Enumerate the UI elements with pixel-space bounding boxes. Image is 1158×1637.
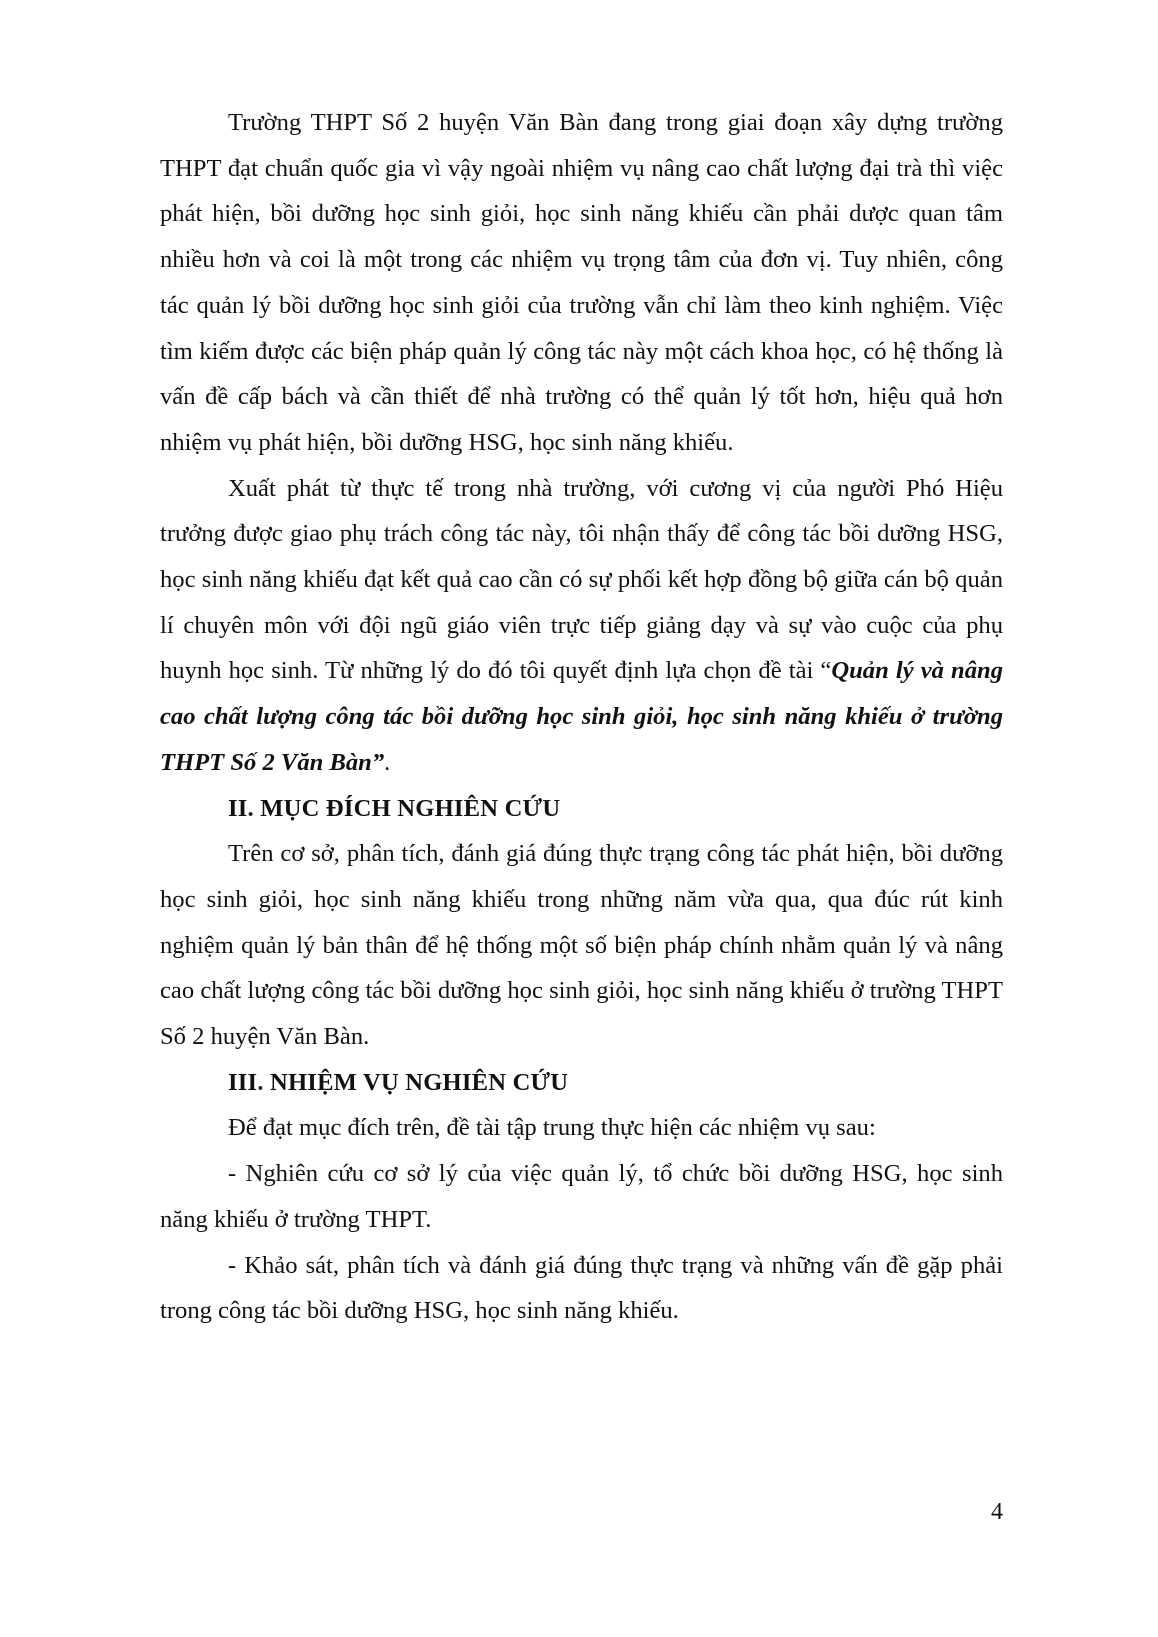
topic-title: Quản lý và nâng cao chất lượng công tác bồi dưỡng học sinh giỏi, học sinh năng khiếu ở trường THPT Số 2 Văn Bàn”: [160, 657, 1003, 776]
page-number: 4: [991, 1499, 1003, 1525]
task-item: - Khảo sát, phân tích và đánh giá đúng thực trạng và những vấn đề gặp phải trong công tác bồi dưỡng HSG, học sinh năng khiếu.: [160, 1251, 1003, 1325]
rationale-text: Xuất phát từ thực tế trong nhà trường, với cương vị của người Phó Hiệu trưởng được giao phụ trách công tác này, tôi nhận thấy để công tác bồi dưỡng HSG, học sinh năng khiếu đạt kết quả cao cần có sự phối kết hợp đồng bộ giữa cán bộ quản lí chuyên môn với đội ngũ giáo viên trực tiếp giảng dạy và sự vào cuộc của phụ huynh học sinh. Từ những lý do đó tôi quyết định lựa chọn đề tài “: [160, 474, 1003, 685]
intro-paragraph: Trường THPT Số 2 huyện Văn Bàn đang trong giai đoạn xây dựng trường THPT đạt chuẩn quốc gia vì vậy ngoài nhiệm vụ nâng cao chất lượng đại trà thì việc phát hiện, bồi dưỡng học sinh giỏi, học sinh năng khiếu cần phải dược quan tâm nhiều hơn và coi là một trong các nhiệm vụ trọng tâm của đơn vị. Tuy nhiên, công tác quản lý bồi dưỡng học sinh giỏi của trường vẫn chỉ làm theo kinh nghiệm. Việc tìm kiếm được các biện pháp quản lý công tác này một cách khoa học, có hệ thống là vấn đề cấp bách và cần thiết để nhà trường có thể quản lý tốt hơn, hiệu quả hơn nhiệm vụ phát hiện, bồi dưỡng HSG, học sinh năng khiếu.: [160, 109, 1003, 456]
task-item: - Nghiên cứu cơ sở lý của việc quản lý, tổ chức bồi dưỡng HSG, học sinh năng khiếu ở trường THPT.: [160, 1160, 1003, 1233]
rationale-paragraph: [160, 466, 1003, 786]
rationale-end: .: [384, 748, 391, 776]
section-heading-tasks: III. NHIỆM VỤ NGHIÊN CỨU: [228, 1068, 569, 1096]
document-page: [160, 100, 1003, 1334]
section-heading-purpose: II. MỤC ĐÍCH NGHIÊN CỨU: [228, 794, 561, 822]
tasks-intro: Để đạt mục đích trên, đề tài tập trung thực hiện các nhiệm vụ sau:: [228, 1114, 876, 1142]
purpose-paragraph: Trên cơ sở, phân tích, đánh giá đúng thực trạng công tác phát hiện, bồi dưỡng học sinh giỏi, học sinh năng khiếu trong những năm vừa qua, qua đúc rút kinh nghiệm quản lý bản thân để hệ thống một số biện pháp chính nhằm quản lý và nâng cao chất lượng công tác bồi dưỡng học sinh giỏi, học sinh năng khiếu ở trường THPT Số 2 huyện Văn Bàn.: [160, 840, 1003, 1051]
